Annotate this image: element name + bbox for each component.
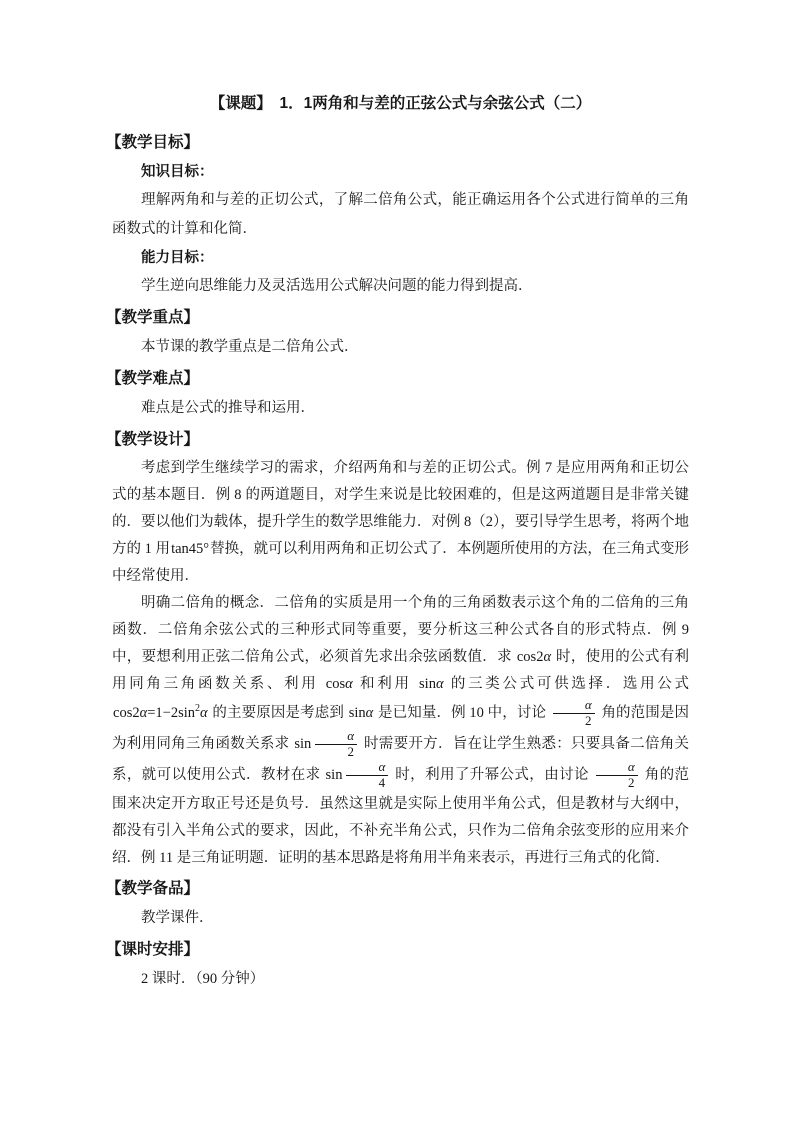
math-inline: sinα (348, 704, 374, 721)
math-fraction: $\frac{\alpha}{4}$ (346, 760, 388, 791)
section-heading-key-points: 【教学重点】 (106, 309, 200, 326)
section-heading-objectives: 【教学目标】 (106, 134, 200, 151)
math-inline: sin (325, 766, 343, 783)
knowledge-goal-text: 理解两角和与差的正切公式，了解二倍角公式，能正确运用各个公式进行简单的三角函数式的计算和化简． (112, 192, 689, 237)
equipment-text: 教学课件． (141, 909, 214, 926)
math-fraction: $\frac{\alpha}{2}$ (315, 729, 357, 760)
section-heading-equipment: 【教学备品】 (106, 879, 200, 897)
math-inline: tan45° (171, 541, 210, 557)
math-inline: cosα (325, 676, 353, 692)
math-fraction: $\frac{\alpha}{2}$ (596, 760, 638, 791)
math-inline: $\cos 2\alpha=1-2\sin^2\alpha$ (113, 702, 208, 721)
design-paragraph-1: 考虑到学生继续学习的需求，介绍两角和与差的正切公式。例 7 是应用两角和正切公式的基本题目．例 8 的两道题目，对学生来说是比较困难的，但是这两道题目是非常关键的．要以他们为载体，提升学生的数学思维能力．对例 8（2），要引导学生思考，将两个地方的 1 用tan45°替换，就可以利用两角和正切公式了．本例题所使用的方法，在三角式变形中经常使用． (112, 460, 689, 584)
ability-goal-text: 学生逆向思维能力及灵活选用公式解决问题的能力得到提高． (141, 278, 533, 294)
math-inline: cos2α (516, 649, 552, 665)
math-fraction: $\frac{\alpha}{2}$ (553, 698, 595, 729)
difficulties-text: 难点是公式的推导和运用． (141, 400, 315, 416)
key-points-text: 本节课的教学重点是二倍角公式． (141, 339, 359, 355)
section-heading-design: 【教学设计】 (106, 431, 200, 448)
ability-goal-label: 能力目标： (141, 250, 214, 266)
math-inline: sinα (419, 676, 444, 692)
math-inline: sin (294, 735, 312, 752)
knowledge-goal-label: 知识目标： (141, 164, 214, 180)
schedule-text: 2 课时．（90 分钟） (141, 970, 265, 987)
page-title: 【课题】 1．1两角和与差的正弦公式与余弦公式（二） (209, 95, 592, 112)
design-paragraph-2: 明确二倍角的概念．二倍角的实质是用一个角的三角函数表示这个角的二倍角的三角函数．二倍角余弦公式的三种形式同等重要，要分析这三种公式各自的形式特点．例 9 中，要想利用正弦二倍角公式，必须首先求出余弦函数值．求 cos2α 时，使用的公式有利用同角三角函数关系、利用 cosα 和利用 sinα 的三类公式可供选择．选用公式 $\cos 2\alpha=1-2\sin^2\alpha$ 的主要原因是考虑到 sinα 是已知量．例 10 中，讨论 $\frac{\alpha}{2}$ 角的范围是因为利用同角三角函数关系求 sin $\frac{\alpha}{2}$ 时需要开方．旨在让学生熟悉：只要具备二倍角关系，就可以使用公式．教材在求 sin $\frac{\alpha}{4}$ 时，利用了升幂公式，由讨论 $\frac{\alpha}{2}$ 角的范围来决定开方取正号还是负号．虽然这里就是实际上使用半角公式，但是教材与大纲中，都没有引入半角公式的要求，因此，不补充半角公式，只作为二倍角余弦变形的应用来介绍．例 11 是三角证明题．证明的基本思路是将角用半角来表示，再进行三角式的化简． (112, 595, 690, 866)
section-heading-difficulties: 【教学难点】 (106, 370, 200, 387)
section-heading-schedule: 【课时安排】 (106, 940, 200, 958)
